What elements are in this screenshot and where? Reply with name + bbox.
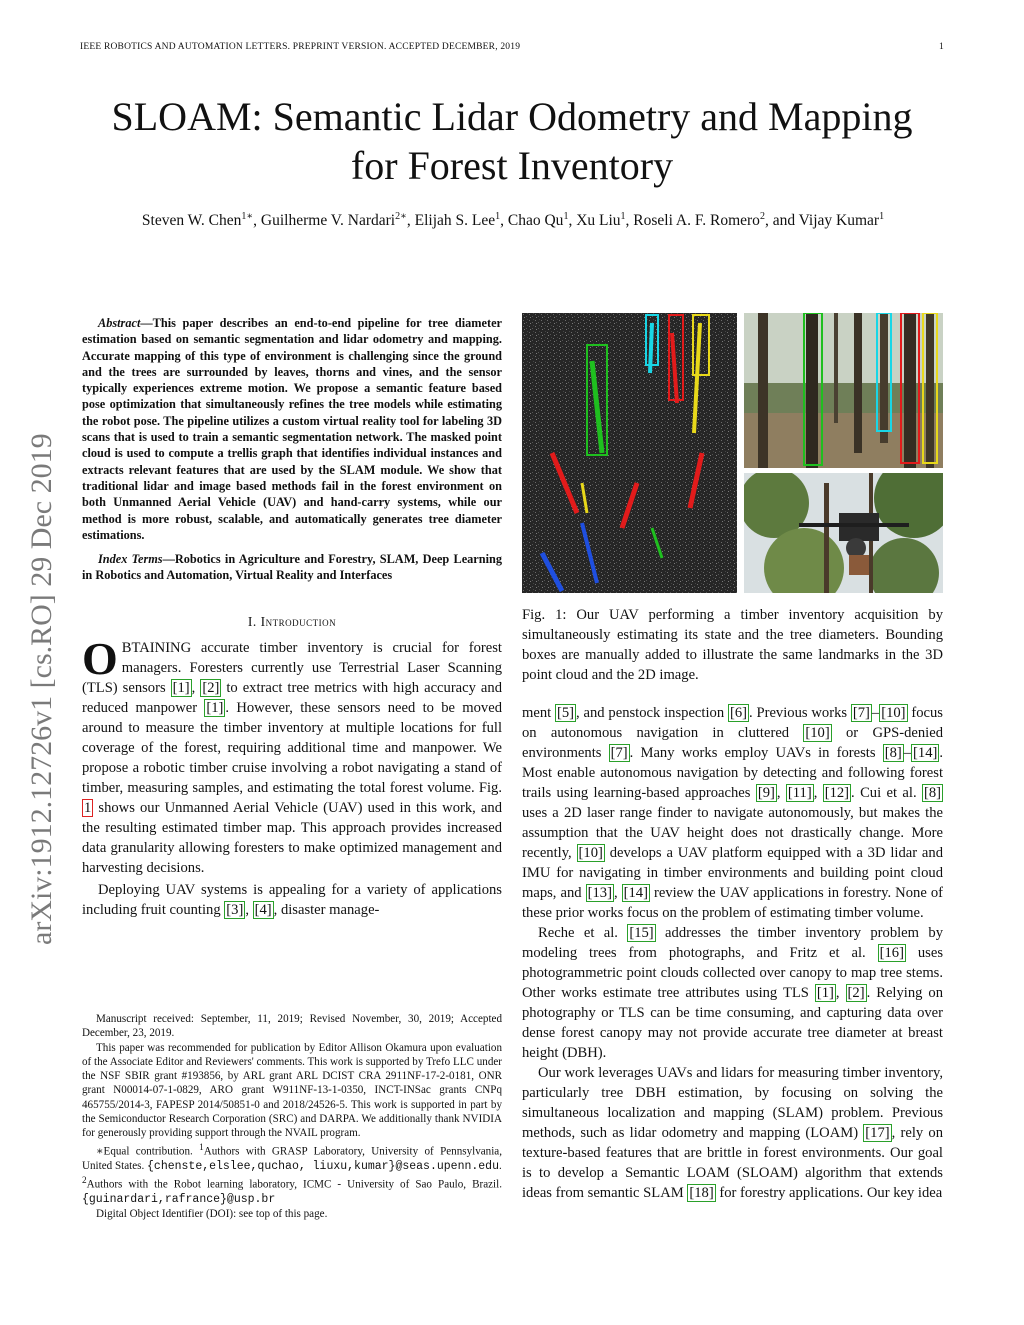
- citation-link[interactable]: [1]: [206, 699, 224, 716]
- citation-link[interactable]: [18]: [689, 1185, 714, 1201]
- citation-link[interactable]: [10]: [805, 725, 830, 741]
- author-list: [82, 206, 944, 232]
- uav-payload: [849, 555, 869, 575]
- arxiv-stamp: arXiv:1912.12726v1 [cs.RO] 29 Dec 2019: [25, 433, 58, 945]
- citation-link[interactable]: [3]: [226, 901, 244, 918]
- body-text: Reche et al.: [538, 925, 628, 941]
- citation-link[interactable]: [9]: [757, 785, 775, 801]
- tree-trunk: [904, 313, 916, 468]
- intro-text: ,: [245, 901, 253, 918]
- forest-photo: [744, 313, 943, 468]
- citation-link[interactable]: [12]: [824, 785, 850, 801]
- tree-trunk: [926, 313, 934, 468]
- citation-link[interactable]: [8]: [924, 785, 942, 801]
- intro-text: . However, these sensors need to be moved around to measure the timber inventory at multiple locations for full coverage of the forest, requiring additional time and manpower. We propose a robotic timber cruise involving a robot navigating a stand of timber, measuring samples, and estimating the total forest volume. Fig.: [82, 699, 503, 796]
- footnote-text: ∗Equal contribution.: [96, 1145, 200, 1158]
- paper-title: [0, 92, 1024, 190]
- citation-link[interactable]: [7]: [610, 745, 628, 761]
- body-text: . Many works employ UAVs in forests: [629, 745, 883, 761]
- author-3-affil: 1: [495, 211, 501, 222]
- index-terms-text: —Robotics in Agriculture and Forestry, SLAM, Deep Learning in Robotics and Automation, Virtual Reality and Interfaces: [82, 552, 503, 583]
- author-2-affil: 2∗: [395, 211, 407, 222]
- body-text: . Cui et al.: [851, 785, 922, 801]
- footnote-sup: 1: [199, 1142, 204, 1153]
- citation-link[interactable]: [17]: [865, 1125, 890, 1141]
- tree-trunk: [880, 313, 888, 443]
- body-text: or GPS-denied environments: [522, 725, 943, 761]
- tree-trunk: [806, 313, 818, 468]
- abstract-lead: Abstract: [98, 316, 141, 330]
- citation-link[interactable]: [10]: [881, 705, 906, 721]
- citation-link[interactable]: [14]: [623, 885, 648, 901]
- footnote-sup: 2: [82, 1175, 87, 1186]
- footnote-doi: Digital Object Identifier (DOI): see top of this page.: [96, 1208, 328, 1221]
- citation-link[interactable]: [8]: [884, 745, 902, 761]
- tree-trunk: [834, 313, 838, 423]
- body-text: . Relying on photography or TLS can be time consuming, and capturing data over dense forest canopy may not provide accurate tree diameter at breast height (DBH).: [522, 985, 943, 1061]
- citation-link[interactable]: [10]: [578, 845, 603, 861]
- abstract: [82, 315, 502, 543]
- left-column: [82, 315, 502, 920]
- footnote-funding: This paper was recommended for publication by Editor Allison Okamura upon evaluation of the Associate Editor and Reviewers' comments. This work is supported by Trefo LLC under the NSF SBIR grant #193856, by ARL grant ARL DCIST CRA 2911NF-17-2-0181, ONR grant N00014-07-1-0829, ARO grant W911NF-13-1-0350, INCT-INSac grants CNPq 465755/2014-3, FAPESP 2014/50851-0 and 2018/24526-5. This work is supported in part by the Semiconductor Research Corporation (SRC) and DARPA. We additionally thank NVIDIA for generously providing support through the NVAIL program.: [82, 1041, 502, 1140]
- drop-cap: O: [82, 632, 118, 684]
- footnotes: [82, 1012, 502, 1222]
- citation-link[interactable]: [5]: [557, 705, 575, 721]
- paragraph-our-work: [522, 1063, 943, 1203]
- author-4-affil: 1: [563, 211, 569, 222]
- figure-link[interactable]: 1: [84, 799, 92, 816]
- footnote-text: .: [498, 1159, 502, 1172]
- email-list-upenn: {chenste,elslee,quchao, liuxu,kumar}@seas.upenn.edu: [147, 1159, 499, 1173]
- body-text: ment: [522, 705, 556, 721]
- point-cloud-render: [522, 313, 737, 593]
- figure-1: [522, 313, 943, 593]
- introduction-paragraph-2: [82, 880, 502, 920]
- uav-photo: [744, 473, 943, 593]
- intro-text: , disaster manage-: [273, 901, 380, 918]
- forest-photo-render: [744, 313, 943, 468]
- body-text: uses photogrammetric point clouds collected over canopy to map tree stems. Other works estimate tree attributes using TLS: [522, 945, 943, 1001]
- section-title: Introduction: [260, 613, 337, 629]
- figure-1-caption: Fig. 1: Our UAV performing a timber inventory acquisition by simultaneously estimating its state and the tree diameters. Bounding boxes are manually added to illustrate the same landmarks in the 3D point cloud and the 2D image.: [522, 607, 943, 683]
- citation-link[interactable]: [7]: [852, 705, 870, 721]
- paragraph-related-work-timber: [522, 923, 943, 1063]
- tree-trunk: [758, 313, 768, 468]
- body-text: ,: [835, 985, 846, 1001]
- uav-arms: [799, 523, 909, 527]
- author-6: , Roseli A. F. Romero: [625, 212, 760, 230]
- author-4: , Chao Qu: [500, 212, 564, 230]
- body-text: ,: [813, 785, 823, 801]
- body-text: –: [903, 745, 912, 761]
- citation-link[interactable]: [15]: [629, 925, 654, 941]
- citation-link[interactable]: [1]: [816, 985, 834, 1001]
- author-7: , and Vijay Kumar: [764, 212, 880, 230]
- tree-trunk: [824, 483, 829, 593]
- citation-link[interactable]: [14]: [913, 745, 938, 761]
- body-text: , rely on texture-based features that are brittle in forest environments. Our goal is to develop a Semantic LOAM (SLOAM) algorithm that extends ideas from semantic SLAM: [522, 1125, 943, 1201]
- body-text: for forestry applications. Our key idea: [715, 1185, 943, 1201]
- body-text: ,: [613, 885, 622, 901]
- body-text: develops a UAV platform equipped with a 3D lidar and IMU for navigating in timber environments and building point cloud maps, and: [522, 845, 943, 901]
- right-column: [522, 313, 943, 1203]
- citation-link[interactable]: [1]: [172, 679, 190, 696]
- footnote-affiliation-2: [82, 1174, 502, 1207]
- footnote-text: Authors with GRASP Laboratory, University of Pennsylvania, United States.: [82, 1145, 502, 1172]
- author-5-affil: 1: [620, 211, 626, 222]
- title-line-2: for Forest Inventory: [350, 143, 674, 188]
- citation-link[interactable]: [4]: [254, 901, 272, 918]
- email-list-usp: {guinardari,rafrance}@usp.br: [82, 1192, 276, 1206]
- running-header: [80, 42, 944, 52]
- citation-link[interactable]: [6]: [729, 705, 747, 721]
- uav-photo-render: [744, 473, 943, 593]
- body-text: –: [871, 705, 880, 721]
- right-column-body: [522, 703, 943, 1203]
- author-3: , Elijah S. Lee: [406, 212, 496, 230]
- body-text: Our work leverages UAVs and lidars for measuring timber inventory, particularly tree DBH estimation, by focusing on solving the simultaneous localization and mapping (SLAM) problem. Previous methods, such as lidar odometry and mapping (LOAM): [522, 1065, 943, 1141]
- body-text: . Most enable autonomous navigation by detecting and following forest trails using learning-based approaches: [522, 745, 944, 801]
- author-1-affil: 1∗: [241, 211, 254, 222]
- citation-link[interactable]: [13]: [587, 885, 612, 901]
- citation-link[interactable]: [2]: [847, 985, 865, 1001]
- body-text: uses a 2D laser range finder to navigate autonomously, but makes the assumption that the UAV height does not drastically change. More recently,: [522, 805, 943, 861]
- author-2: , Guilherme V. Nardari: [253, 212, 396, 230]
- citation-link[interactable]: [16]: [879, 945, 904, 961]
- author-7-affil: 1: [879, 211, 885, 222]
- author-1: Steven W. Chen: [141, 212, 242, 230]
- tree-trunk: [854, 313, 862, 453]
- index-terms: [82, 551, 502, 584]
- intro-text: BTAINING accurate timber inventory is crucial for forest managers. Foresters currently use Terrestrial Laser Scanning (TLS) sensors: [82, 639, 502, 696]
- footnote-affiliation-1: [82, 1141, 502, 1174]
- body-text: . Previous works: [748, 705, 851, 721]
- section-heading-introduction: [82, 614, 502, 630]
- title-line-1: SLOAM: Semantic Lidar Odometry and Mapping: [111, 94, 913, 139]
- intro-text: ,: [191, 679, 201, 696]
- body-text: addresses the timber inventory problem by modeling trees from photographs, and Fritz et al.: [522, 925, 943, 961]
- author-6-affil: 2: [759, 211, 765, 222]
- author-5: , Xu Liu: [568, 212, 621, 230]
- body-text: , and penstock inspection: [576, 705, 728, 721]
- section-number: I.: [247, 613, 261, 629]
- point-cloud-image: [522, 313, 737, 593]
- citation-link[interactable]: [11]: [787, 785, 812, 801]
- intro-text: Deploying UAV systems is appealing for a variety of applications including fruit counting: [82, 881, 502, 918]
- body-text: review the UAV applications in forestry. None of these prior works focus on the problem of estimating timber volume.: [522, 885, 943, 921]
- footnote-manuscript: Manuscript received: September, 11, 2019; Revised November, 30, 2019; Accepted December, 23, 2019.: [82, 1013, 502, 1040]
- index-terms-lead: Index Terms: [98, 552, 163, 567]
- running-title: IEEE ROBOTICS AND AUTOMATION LETTERS. PREPRINT VERSION. ACCEPTED DECEMBER, 2019: [80, 42, 521, 52]
- abstract-text: —This paper describes an end-to-end pipeline for tree diameter estimation based on semantic segmentation and lidar odometry and mapping. Accurate mapping of this type of environment is challenging since the ground and the trees are surrounded by leaves, thorns and vines, and the sensor typically experiences extreme motion. We propose a semantic feature based pose optimization that simultaneously refines the tree models while estimating the robot pose. The pipeline utilizes a custom virtual reality tool for labeling 3D scans that is used to train a semantic segmentation network. The masked point cloud is used to compute a trellis graph that identifies individual instances and extracts relevant features that are used by the SLAM module. We show that traditional lidar and image based methods fail in the forest environment on both Unmanned Aerial Vehicle (UAV) and hand-carry systems, while our method is more robust, scalable, and automatically generates tree diameter estimations.: [82, 316, 502, 542]
- intro-text: to extract tree metrics with high accuracy and reduced manpower: [82, 679, 503, 716]
- footnote-text: Authors with the Robot learning laboratory, ICMC - University of Sao Paulo, Brazil.: [86, 1178, 502, 1191]
- paragraph-related-work-uav: [522, 703, 943, 923]
- intro-text: shows our Unmanned Aerial Vehicle (UAV) used in this work, and the resulting estimated timber map. This approach provides increased data granularity allowing foresters to make optimized management and harvesting decisions.: [82, 799, 502, 876]
- citation-link[interactable]: [2]: [202, 679, 220, 696]
- body-text: ,: [776, 785, 786, 801]
- introduction-paragraph-1: [82, 632, 503, 878]
- body-text: focus on autonomous navigation in cluttered: [522, 705, 943, 741]
- page-number: 1: [939, 42, 944, 52]
